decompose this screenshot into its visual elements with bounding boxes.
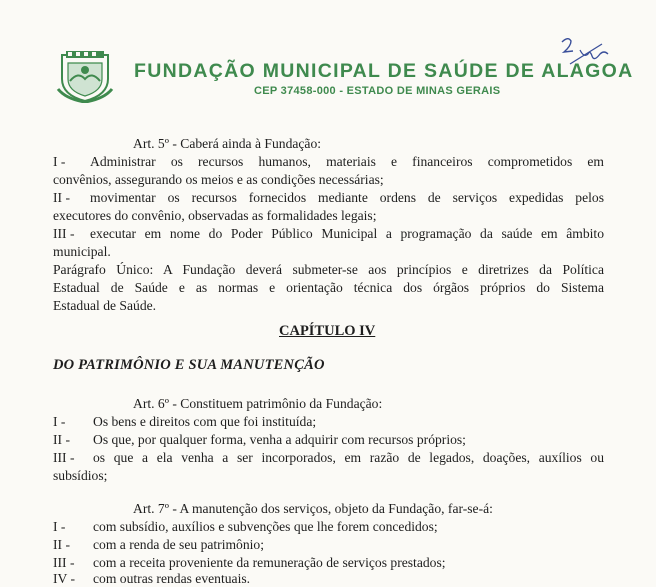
art7-item-text: com a renda de seu patrimônio;: [93, 537, 264, 552]
organization-address: CEP 37458-000 - ESTADO DE MINAS GERAIS: [254, 85, 501, 97]
section-heading: DO PATRIMÔNIO E SUA MANUTENÇÃO: [53, 357, 325, 373]
art5-item-text: executar em nome do Poder Público Municipal a programação da saúde em âmbito: [90, 226, 604, 241]
art6-item-number: I -: [53, 414, 66, 429]
paragrafo-unico: Parágrafo Único: A Fundação deverá submeter-se aos princípios e diretrizes da Política: [53, 262, 604, 277]
art5-item-text: convênios, assegurando os meios e as condições necessárias;: [53, 172, 384, 187]
art7-heading: Art. 7º - A manutenção dos serviços, objeto da Fundação, far-se-á:: [133, 501, 493, 516]
art5-item-number: I -: [53, 154, 66, 169]
art6-item-text: subsídios;: [53, 468, 108, 483]
art7-item-number: IV -: [53, 571, 76, 586]
art5-item-text: Administrar os recursos humanos, materiais e financeiros comprometidos em: [90, 154, 604, 169]
art6-item-text: os que a ela venha a ser incorporados, em razão de legados, doações, auxílios ou: [93, 450, 604, 465]
municipal-crest-icon: [56, 49, 114, 103]
handwritten-initials: [540, 32, 620, 72]
art7-item-text: com outras rendas eventuais.: [93, 571, 251, 586]
art5-item-number: II -: [53, 190, 70, 205]
art5-item-text: executores do convênio, observadas as formalidades legais;: [53, 208, 377, 223]
art5-item-text: movimentar os recursos fornecidos mediante ordens de serviços expedidas pelos: [90, 190, 604, 205]
art5-item-text: municipal.: [53, 244, 111, 259]
art7-item-text: com a receita proveniente da remuneração de serviços prestados;: [93, 555, 446, 570]
art7-item-number: I -: [53, 519, 66, 534]
organization-title: FUNDAÇÃO MUNICIPAL DE SAÚDE DE ALAGOA: [134, 60, 634, 82]
art6-heading: Art. 6º - Constituem patrimônio da Fundação:: [133, 396, 383, 411]
art5-heading: Art. 5º - Caberá ainda à Fundação:: [133, 136, 322, 151]
paragrafo-unico: Estadual de Saúde e as normas e orientação técnica dos órgãos próprios do Sistema: [53, 280, 604, 295]
art7-item-number: II -: [53, 537, 70, 552]
art5-item-number: III -: [53, 226, 75, 241]
paragrafo-unico: Estadual de Saúde.: [53, 298, 157, 313]
art7-item-number: III -: [53, 555, 75, 570]
art6-item-number: III -: [53, 450, 75, 465]
chapter-heading: CAPÍTULO IV: [279, 323, 376, 339]
art6-item-number: II -: [53, 432, 70, 447]
art6-item-text: Os bens e direitos com que foi instituída;: [93, 414, 317, 429]
art7-item-text: com subsídio, auxílios e subvenções que lhe forem concedidos;: [93, 519, 438, 534]
art6-item-text: Os que, por qualquer forma, venha a adquirir com recursos próprios;: [93, 432, 466, 447]
